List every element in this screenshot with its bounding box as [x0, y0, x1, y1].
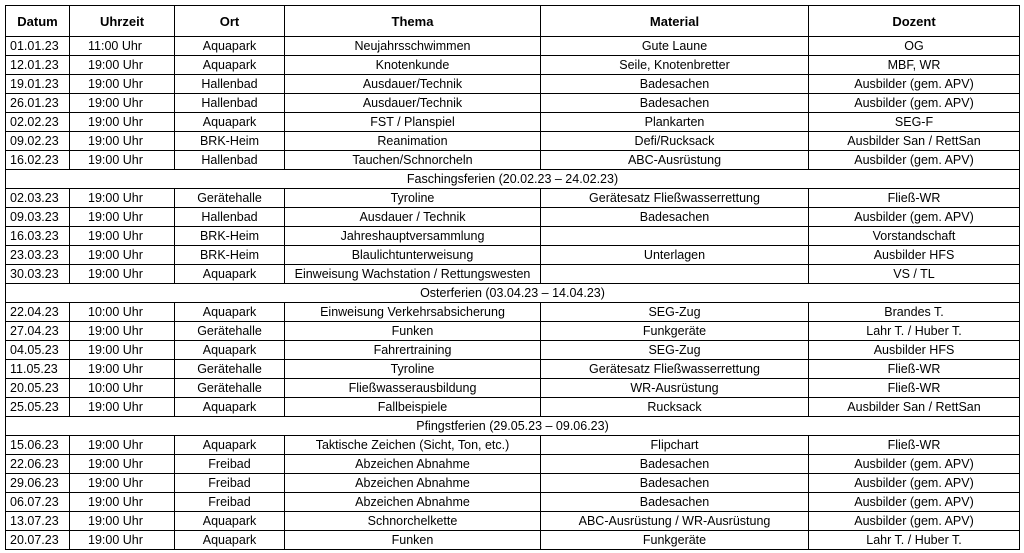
cell-thema: Fallbeispiele	[285, 398, 541, 417]
cell-thema: Abzeichen Abnahme	[285, 493, 541, 512]
cell-material: Badesachen	[541, 94, 809, 113]
cell-dozent: Ausbilder (gem. APV)	[809, 151, 1020, 170]
cell-datum: 11.05.23	[6, 360, 70, 379]
cell-datum: 25.05.23	[6, 398, 70, 417]
cell-uhrzeit: 19:00 Uhr	[70, 151, 175, 170]
cell-datum: 09.02.23	[6, 132, 70, 151]
cell-material: Seile, Knotenbretter	[541, 56, 809, 75]
cell-ort: Hallenbad	[175, 208, 285, 227]
cell-datum: 06.07.23	[6, 493, 70, 512]
cell-ort: Gerätehalle	[175, 189, 285, 208]
cell-datum: 16.02.23	[6, 151, 70, 170]
table-row	[6, 341, 1020, 360]
table-row	[6, 132, 1020, 151]
cell-uhrzeit: 19:00 Uhr	[70, 189, 175, 208]
cell-material: Funkgeräte	[541, 531, 809, 550]
cell-ort: Aquapark	[175, 37, 285, 56]
cell-uhrzeit: 11:00 Uhr	[70, 37, 175, 56]
cell-uhrzeit: 10:00 Uhr	[70, 379, 175, 398]
cell-uhrzeit: 19:00 Uhr	[70, 208, 175, 227]
cell-datum: 20.07.23	[6, 531, 70, 550]
cell-dozent: Fließ-WR	[809, 189, 1020, 208]
cell-ort: Freibad	[175, 474, 285, 493]
cell-uhrzeit: 19:00 Uhr	[70, 341, 175, 360]
cell-ort: Hallenbad	[175, 94, 285, 113]
table-row	[6, 379, 1020, 398]
header-dozent: Dozent	[809, 6, 1020, 37]
cell-uhrzeit: 19:00 Uhr	[70, 94, 175, 113]
cell-ort: Hallenbad	[175, 151, 285, 170]
cell-thema: Jahreshauptversammlung	[285, 227, 541, 246]
cell-material: ABC-Ausrüstung	[541, 151, 809, 170]
cell-datum: 09.03.23	[6, 208, 70, 227]
cell-thema: Tyroline	[285, 360, 541, 379]
cell-ort: Aquapark	[175, 512, 285, 531]
cell-datum: 04.05.23	[6, 341, 70, 360]
cell-dozent: OG	[809, 37, 1020, 56]
table-row	[6, 512, 1020, 531]
cell-dozent: Vorstandschaft	[809, 227, 1020, 246]
holiday-row	[6, 417, 1020, 436]
cell-dozent: Brandes T.	[809, 303, 1020, 322]
cell-datum: 16.03.23	[6, 227, 70, 246]
cell-uhrzeit: 19:00 Uhr	[70, 398, 175, 417]
cell-uhrzeit: 19:00 Uhr	[70, 132, 175, 151]
cell-datum: 19.01.23	[6, 75, 70, 94]
table-row	[6, 455, 1020, 474]
cell-thema: Neujahrsschwimmen	[285, 37, 541, 56]
holiday-label: Faschingsferien (20.02.23 – 24.02.23)	[6, 170, 1020, 189]
table-row	[6, 303, 1020, 322]
cell-datum: 20.05.23	[6, 379, 70, 398]
table-row	[6, 189, 1020, 208]
cell-uhrzeit: 19:00 Uhr	[70, 360, 175, 379]
cell-dozent: Ausbilder (gem. APV)	[809, 455, 1020, 474]
cell-dozent: Fließ-WR	[809, 360, 1020, 379]
cell-thema: Abzeichen Abnahme	[285, 474, 541, 493]
cell-ort: Freibad	[175, 455, 285, 474]
table-row	[6, 360, 1020, 379]
cell-material	[541, 227, 809, 246]
cell-material: Badesachen	[541, 474, 809, 493]
cell-thema: Funken	[285, 322, 541, 341]
schedule-document	[5, 5, 1019, 550]
cell-datum: 01.01.23	[6, 37, 70, 56]
cell-material: Gerätesatz Fließwasserrettung	[541, 360, 809, 379]
cell-thema: Tyroline	[285, 189, 541, 208]
cell-dozent: Lahr T. / Huber T.	[809, 531, 1020, 550]
header-uhrzeit: Uhrzeit	[70, 6, 175, 37]
cell-thema: Einweisung Verkehrsabsicherung	[285, 303, 541, 322]
cell-ort: Aquapark	[175, 341, 285, 360]
holiday-label: Pfingstferien (29.05.23 – 09.06.23)	[6, 417, 1020, 436]
cell-ort: Aquapark	[175, 56, 285, 75]
header-ort: Ort	[175, 6, 285, 37]
cell-thema: FST / Planspiel	[285, 113, 541, 132]
cell-uhrzeit: 19:00 Uhr	[70, 75, 175, 94]
cell-thema: Reanimation	[285, 132, 541, 151]
table-row	[6, 265, 1020, 284]
cell-thema: Tauchen/Schnorcheln	[285, 151, 541, 170]
cell-material: Plankarten	[541, 113, 809, 132]
cell-thema: Ausdauer/Technik	[285, 94, 541, 113]
cell-datum: 29.06.23	[6, 474, 70, 493]
cell-uhrzeit: 19:00 Uhr	[70, 512, 175, 531]
table-row	[6, 436, 1020, 455]
holiday-label: Osterferien (03.04.23 – 14.04.23)	[6, 284, 1020, 303]
cell-dozent: Ausbilder (gem. APV)	[809, 493, 1020, 512]
holiday-row	[6, 284, 1020, 303]
header-material: Material	[541, 6, 809, 37]
cell-datum: 26.01.23	[6, 94, 70, 113]
cell-ort: Aquapark	[175, 398, 285, 417]
cell-uhrzeit: 19:00 Uhr	[70, 322, 175, 341]
schedule-body	[6, 37, 1020, 550]
cell-uhrzeit: 19:00 Uhr	[70, 474, 175, 493]
table-row	[6, 474, 1020, 493]
cell-dozent: Ausbilder HFS	[809, 341, 1020, 360]
cell-uhrzeit: 19:00 Uhr	[70, 246, 175, 265]
cell-material: SEG-Zug	[541, 341, 809, 360]
cell-material: Badesachen	[541, 75, 809, 94]
table-row	[6, 227, 1020, 246]
cell-material: WR-Ausrüstung	[541, 379, 809, 398]
cell-uhrzeit: 19:00 Uhr	[70, 227, 175, 246]
cell-material: Defi/Rucksack	[541, 132, 809, 151]
table-row	[6, 531, 1020, 550]
cell-datum: 23.03.23	[6, 246, 70, 265]
cell-material: Badesachen	[541, 455, 809, 474]
holiday-row	[6, 170, 1020, 189]
cell-uhrzeit: 19:00 Uhr	[70, 493, 175, 512]
cell-dozent: Ausbilder San / RettSan	[809, 132, 1020, 151]
cell-ort: Freibad	[175, 493, 285, 512]
table-row	[6, 56, 1020, 75]
header-datum: Datum	[6, 6, 70, 37]
cell-ort: Gerätehalle	[175, 379, 285, 398]
cell-ort: Aquapark	[175, 113, 285, 132]
cell-ort: Aquapark	[175, 265, 285, 284]
table-row	[6, 94, 1020, 113]
cell-datum: 22.06.23	[6, 455, 70, 474]
cell-ort: BRK-Heim	[175, 227, 285, 246]
cell-dozent: Ausbilder (gem. APV)	[809, 474, 1020, 493]
cell-thema: Blaulichtunterweisung	[285, 246, 541, 265]
header-row	[6, 6, 1020, 37]
cell-thema: Fahrertraining	[285, 341, 541, 360]
cell-datum: 12.01.23	[6, 56, 70, 75]
cell-dozent: SEG-F	[809, 113, 1020, 132]
cell-dozent: Fließ-WR	[809, 436, 1020, 455]
cell-material: ABC-Ausrüstung / WR-Ausrüstung	[541, 512, 809, 531]
cell-dozent: Ausbilder (gem. APV)	[809, 512, 1020, 531]
table-row	[6, 113, 1020, 132]
cell-dozent: Fließ-WR	[809, 379, 1020, 398]
cell-material: Gerätesatz Fließwasserrettung	[541, 189, 809, 208]
cell-uhrzeit: 19:00 Uhr	[70, 265, 175, 284]
cell-dozent: MBF, WR	[809, 56, 1020, 75]
cell-datum: 27.04.23	[6, 322, 70, 341]
cell-uhrzeit: 19:00 Uhr	[70, 56, 175, 75]
cell-datum: 13.07.23	[6, 512, 70, 531]
cell-ort: BRK-Heim	[175, 246, 285, 265]
cell-thema: Ausdauer / Technik	[285, 208, 541, 227]
cell-ort: Aquapark	[175, 436, 285, 455]
cell-ort: Aquapark	[175, 531, 285, 550]
table-row	[6, 322, 1020, 341]
cell-material	[541, 265, 809, 284]
cell-uhrzeit: 19:00 Uhr	[70, 436, 175, 455]
table-row	[6, 208, 1020, 227]
cell-thema: Fließwasserausbildung	[285, 379, 541, 398]
cell-dozent: Ausbilder (gem. APV)	[809, 75, 1020, 94]
cell-material: Unterlagen	[541, 246, 809, 265]
cell-dozent: Lahr T. / Huber T.	[809, 322, 1020, 341]
cell-thema: Funken	[285, 531, 541, 550]
cell-dozent: Ausbilder HFS	[809, 246, 1020, 265]
cell-dozent: Ausbilder (gem. APV)	[809, 208, 1020, 227]
schedule-table	[5, 5, 1020, 550]
cell-ort: BRK-Heim	[175, 132, 285, 151]
cell-thema: Taktische Zeichen (Sicht, Ton, etc.)	[285, 436, 541, 455]
cell-uhrzeit: 19:00 Uhr	[70, 531, 175, 550]
cell-datum: 30.03.23	[6, 265, 70, 284]
cell-datum: 22.04.23	[6, 303, 70, 322]
table-row	[6, 151, 1020, 170]
cell-thema: Ausdauer/Technik	[285, 75, 541, 94]
cell-material: Gute Laune	[541, 37, 809, 56]
cell-thema: Einweisung Wachstation / Rettungswesten	[285, 265, 541, 284]
cell-material: Rucksack	[541, 398, 809, 417]
cell-uhrzeit: 19:00 Uhr	[70, 455, 175, 474]
cell-dozent: Ausbilder San / RettSan	[809, 398, 1020, 417]
cell-ort: Gerätehalle	[175, 322, 285, 341]
table-row	[6, 398, 1020, 417]
table-row	[6, 246, 1020, 265]
cell-datum: 02.02.23	[6, 113, 70, 132]
cell-datum: 15.06.23	[6, 436, 70, 455]
cell-dozent: Ausbilder (gem. APV)	[809, 94, 1020, 113]
cell-material: Badesachen	[541, 208, 809, 227]
table-row	[6, 37, 1020, 56]
cell-thema: Abzeichen Abnahme	[285, 455, 541, 474]
cell-uhrzeit: 10:00 Uhr	[70, 303, 175, 322]
cell-ort: Aquapark	[175, 303, 285, 322]
cell-material: Badesachen	[541, 493, 809, 512]
cell-thema: Knotenkunde	[285, 56, 541, 75]
cell-material: SEG-Zug	[541, 303, 809, 322]
cell-datum: 02.03.23	[6, 189, 70, 208]
cell-ort: Hallenbad	[175, 75, 285, 94]
header-thema: Thema	[285, 6, 541, 37]
cell-material: Flipchart	[541, 436, 809, 455]
cell-dozent: VS / TL	[809, 265, 1020, 284]
cell-ort: Gerätehalle	[175, 360, 285, 379]
table-row	[6, 493, 1020, 512]
cell-uhrzeit: 19:00 Uhr	[70, 113, 175, 132]
cell-thema: Schnorchelkette	[285, 512, 541, 531]
cell-material: Funkgeräte	[541, 322, 809, 341]
table-row	[6, 75, 1020, 94]
